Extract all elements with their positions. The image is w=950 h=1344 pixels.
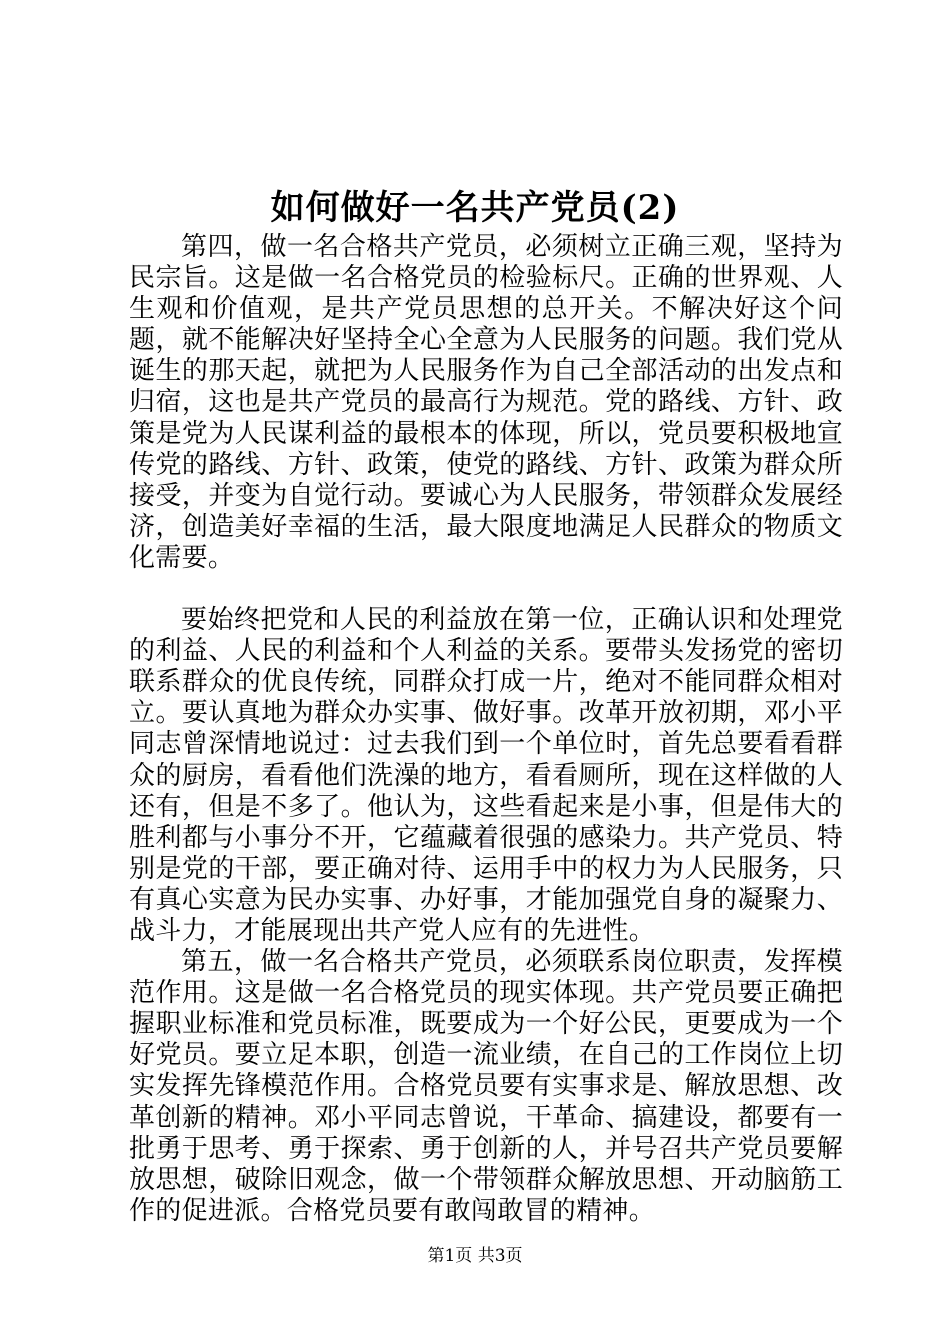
document-body [129,232,843,1227]
paragraph-fourth-point: 第四，做一名合格共产党员，必须树立正确三观，坚持为民宗旨。这是做一名合格党员的检验标尺。正确的世界观、人生观和价值观，是共产党员思想的总开关。不解决好这个问题，就不能解决好坚持全心全意为人民服务的问题。我们党从诞生的那天起，就把为人民服务作为自己全部活动的出发点和归宿，这也是共产党员的最高行为规范。党的路线、方针、政策是党为人民谋利益的最根本的体现，所以，党员要积极地宣传党的路线、方针、政策，使党的路线、方针、政策为群众所接受，并变为自觉行动。要诚心为人民服务，带领群众发展经济，创造美好幸福的生活，最大限度地满足人民群众的物质文化需要。 [129,232,843,573]
document-title: 如何做好一名共产党员(2) [270,188,680,228]
paragraph-fifth-point: 第五，做一名合格共产党员，必须联系岗位职责，发挥模范作用。这是做一名合格党员的现实体现。共产党员要正确把握职业标准和党员标准，既要成为一个好公民，更要成为一个好党员。要立足本职，创造一流业绩，在自己的工作岗位上切实发挥先锋模范作用。合格党员要有实事求是、解放思想、改革创新的精神。邓小平同志曾说，干革命、搞建设，都要有一批勇于思考、勇于探索、勇于创新的人，并号召共产党员要解放思想，破除旧观念，做一个带领群众解放思想、开动脑筋工作的促进派。合格党员要有敢闯敢冒的精神。 [129,947,843,1226]
page-footer: 第1页 共3页 [427,1246,523,1266]
paragraph-party-people-interests: 要始终把党和人民的利益放在第一位，正确认识和处理党的利益、人民的利益和个人利益的关系。要带头发扬党的密切联系群众的优良传统，同群众打成一片，绝对不能同群众相对立。要认真地为群众办实事、做好事。改革开放初期，邓小平同志曾深情地说过：过去我们到一个单位时，首先总要看看群众的厨房，看看他们洗澡的地方，看看厕所，现在这样做的人还有，但是不多了。他认为，这些看起来是小事，但是伟大的胜利都与小事分不开，它蕴藏着很强的感染力。共产党员、特别是党的干部，要正确对待、运用手中的权力为人民服务，只有真心实意为民办实事、办好事，才能加强党自身的凝聚力、战斗力，才能展现出共产党人应有的先进性。 [129,605,843,946]
